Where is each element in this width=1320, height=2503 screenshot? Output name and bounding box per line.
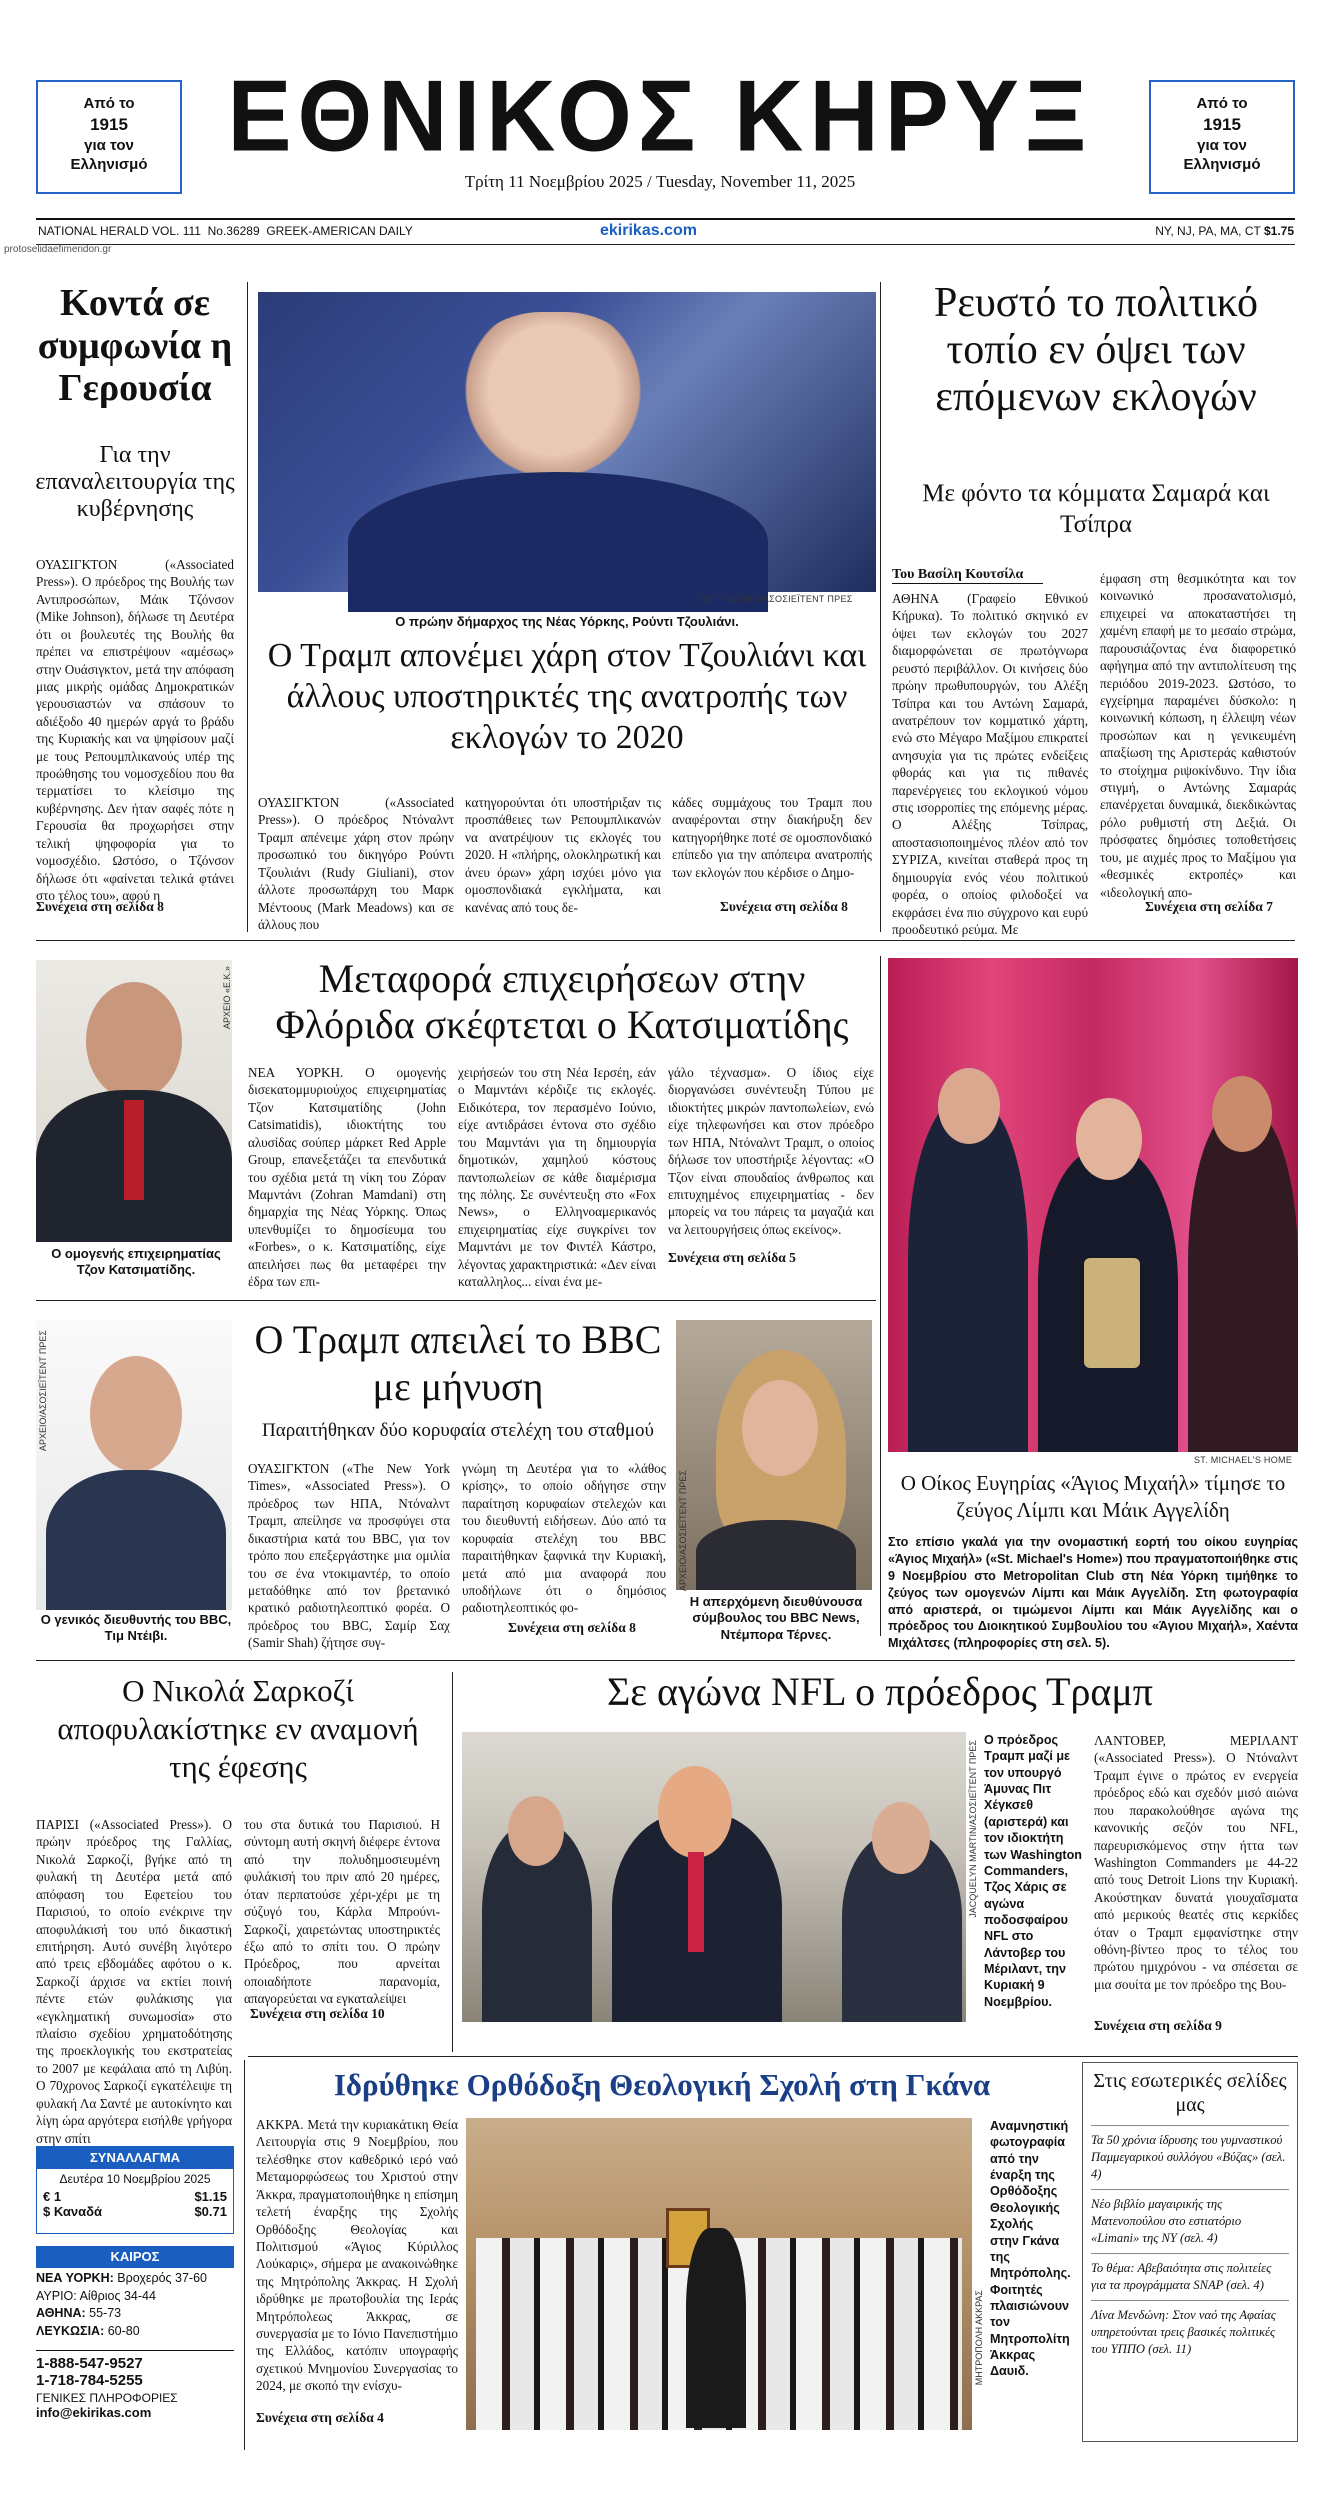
weather-row xyxy=(36,2288,234,2306)
side-box-line: για τον xyxy=(1197,136,1247,154)
photo-woman-left-face xyxy=(938,1068,1000,1144)
inside-item[interactable]: Το θέμα: Αβεβαιότητα στις πολιτείες για τα προγράμματα SNAP (σελ. 4) xyxy=(1091,2253,1289,2300)
art6-photo2-credit: ΑΡΧΕΙΟ/ΑΣΟΣΙΕΪΤΕΝΤ ΠΡΕΣ xyxy=(678,1470,688,1592)
art9-body: ΑΚΚΡΑ. Μετά την κυριακάτικη Θεία Λειτουργία στις 9 Νοεμβρίου, που τελέσθηκε στον καθεδρικό ιερό ναό Μεταμορφώσεως του Χριστού στην Άκκρα, πραγματοποιήθηκε η επίσημη τελετή έναρξης της Σχολής Ορθόδοξης Θεολογίας και Πολιτισμού «Άγιος Κύριλλος Λούκαρις», σήμερα με ανακοινώθηκε της Μητρόπολης Άκκρας. Η Σχολή ιδρύθηκε με πρωτοβουλία της Ιεράς Μητρόπολεως Άκκρας, σε συνεργασία με το Ιόνιο Πανεπιστήμιο της Ελλάδος, κατόπιν υπογραφής σχετικού Μνημονίου Συνεργασίας το 2024, με σκοπό την ενίσχυ- xyxy=(256,2117,458,2394)
side-box-year: 1915 xyxy=(1203,114,1241,134)
art6-continue[interactable]: Συνέχεια στη σελίδα 8 xyxy=(508,1620,636,1635)
photo-clergy xyxy=(686,2228,746,2428)
art6-headline: Ο Τραμπ απειλεί το BBC με μήνυση xyxy=(254,1317,662,1410)
photo-woman-right-face xyxy=(1212,1076,1272,1152)
art1-body: ΟΥΑΣΙΓΚΤΟΝ («Associated Press»). Ο πρόεδρος της Βουλής των Αντιπροσώπων, Μάικ Τζόνσον (Mike Johnson), δήλωσε τη Δευτέρα ότι οι βουλευτές της Βουλής θα πρέπει να επιστρέψουν «αμέσως» στην Ουάσιγκτον, μετά την απόφαση μιας μικρής ομάδας Δημοκρατικών γερουσιαστών να σπάσουν το αδιέξοδο 40 ημερών αργά το βράδυ της Κυριακής και να ψηφίσουν μαζί με τους Ρεπουμπλικανούς υπέρ της προώθησης του νομοσχεδίου που θα τερματίσει το κλείσιμο της κυβέρνησης. Δεν ήταν σαφές πότε η Γερουσία θα προχωρήσει στην τελική ψηφοφορία για το νομοσχέδιο. Ωστόσο, ο Τζόνσον δήλωσε ότι «φαίνεται τελικά φτάνει στο τέλος του», αφού η xyxy=(36,557,234,904)
art7-headline: Ο Νικολά Σαρκοζί αποφυλακίστηκε εν αναμονή της έφεσης xyxy=(57,1673,419,1784)
photo-harris-face xyxy=(872,1802,930,1874)
photo-award xyxy=(1084,1258,1140,1368)
inside-pages-box xyxy=(1082,2062,1298,2442)
weather-text: Αίθριος 34-44 xyxy=(79,2288,156,2303)
exchange-row xyxy=(37,2189,233,2204)
side-box-year: 1915 xyxy=(90,114,128,134)
art1-headline: Κοντά σε συμφωνία η Γερουσία xyxy=(37,282,233,410)
ghana-photo xyxy=(466,2118,972,2430)
side-box-line: Από το xyxy=(83,95,135,112)
inside-item[interactable]: Τα 50 χρόνια ίδρυσης του γυμναστικού Παμμεγαρικού συλλόγου «Βύζας» (σελ. 4) xyxy=(1091,2125,1289,2189)
art1-subhead: Για την επαναλειτουργία της κυβέρνησης xyxy=(35,442,235,522)
giuliani-photo xyxy=(258,292,876,592)
masthead-side-box-right xyxy=(1149,80,1295,194)
photo-face xyxy=(742,1380,818,1476)
art8-headline: Σε αγώνα NFL ο πρόεδρος Τραμπ xyxy=(606,1669,1154,1714)
photo-head xyxy=(90,1356,182,1472)
photo-trump-face xyxy=(658,1766,732,1858)
art8-body: ΛΑΝΤΟΒΕΡ, ΜΕΡΙΛΑΝΤ («Associated Press»). Ο Ντόναλντ Τραμπ έγινε ο πρώτος εν ενεργεία πρόεδρος εδώ και σχεδόν μισό αιώνα που παρακολούθησε αγώνα της κανονικής σεζόν του NFL, παρευρισκόμενος στην ήττα των Washington Commanders με 44-22 από τους Detroit Lions την Κυριακή. Ακούστηκαν δυνατά γιουχαΐσματα από μερικούς θεατές στις κερκίδες όταν ο Τραμπ εμφανίστηκε στην οθόνη-βίντεο προς το τέλος του πρώτου ημιχρόνου - να σπέσεται σε μια σουίτα με τον πρόεδρο της Βου- xyxy=(1094,1733,1298,1992)
side-box-line: Ελληνισμό xyxy=(70,156,148,174)
catsimatidis-photo xyxy=(36,960,232,1242)
art4-col1: ΝΕΑ ΥΟΡΚΗ. Ο ομογενής δισεκατομμυριούχος επιχειρηματίας Τζον Κατσιματίδης (John Catsimatidis), ιδιοκτήτης του αλυσίδας σούπερ μάρκετ Red Apple Group, επανεξετάζει τα επενδυτικά του σχέδια μετά τη νίκη του Ζόραν Μαμντάνι (Zohran Mamdani) στη δημαρχία της Νέας Υόρκης. Όπως υπενθυμίζει το δημοσίευμα του «Forbes», ο κ. Κατσιματίδης, είχε απειλήσει πως θα μεταφέρει την έδρα των επι- xyxy=(248,1065,446,1290)
section-rule xyxy=(36,940,1295,941)
masthead-price: $1.75 xyxy=(1263,224,1294,238)
art6-col2: γνώμη τη Δευτέρα για το «λάθος κρίσης», το οποίο οδήγησε στην παραίτηση κορυφαίων στελεχών και του διευθυντή ειδήσεων. Δύο από τα κορυφαία στελέχη του BBC παραιτήθηκαν ξαφνικά την Κυριακή, μετά από μια αναφορά που υποδήλωνε ότι ο δημόσιος ραδιοτηλεοπτικός φο- xyxy=(462,1461,666,1616)
st-michaels-photo xyxy=(888,958,1298,1452)
art4-headline: Μεταφορά επιχειρήσεων στην Φλόριδα σκέφτεται ο Κατσιματίδης xyxy=(275,956,849,1047)
art2-col3: κάδες συμμάχους του Τραμπ που αναφέρονται στην διακήρυξη δεν κατηγορήθηκε ποτέ σε ομοσπονδιακό επίπεδο για την απόπειρα ανατροπής των εκλογών που κέρδισε ο Δημο- xyxy=(672,795,872,880)
photo-hegseth-face xyxy=(508,1796,564,1866)
art8-continue[interactable]: Συνέχεια στη σελίδα 9 xyxy=(1094,2018,1222,2033)
masthead-volume: NATIONAL HERALD VOL. 111 No.36289 GREEK-AMERICAN DAILY xyxy=(38,224,413,238)
art8-photo-credit: JACQUELYN MARTIN/ΑΣΟΣΙΕΪΤΕΝΤ ΠΡΕΣ xyxy=(968,1740,978,1918)
art9-photo-credit: ΜΗΤΡΟΠΟΛΗ ΑΚΚΡΑΣ xyxy=(974,2290,984,2386)
masthead-date: Τρίτη 11 Νοεμβρίου 2025 / Tuesday, November 11, 2025 xyxy=(464,172,856,191)
divider xyxy=(247,282,248,932)
inside-item[interactable]: Λίνα Μενδώνη: Στον ναό της Αφαίας υπηρετούνται τρεις βασικές πολιτικές του ΥΠΠΟ (σελ. 11) xyxy=(1091,2300,1289,2364)
art4-caption: Ο ομογενής επιχειρηματίας Τζον Κατσιματίδης. xyxy=(51,1246,221,1278)
photo-woman-right xyxy=(1188,1108,1298,1452)
art4-col2: χειρήσεών του στη Νέα Ιερσέη, εάν ο Μαμντάνι κέρδιζε τις εκλογές. Ειδικότερα, τον περασμένο Ιούνιο, είχε αντιδράσει έντονα στο σχέδιο του Μαμντάνι για τη δημιουργία δημοτικών, χαμηλού κόστους παντοπωλείων σε κάθε διαμέρισμα της πόλης. Σε συνέντευξη στο «Fox News», ο Ελληνοαμερικανός επιχειρηματίας είχε συγκρίνει τον Μαμντάνι με τον Φιντέλ Κάστρο, λέγοντας χαρακτηριστικά: «Δεν είναι καταλληλος... είναι ένα με- xyxy=(458,1065,656,1290)
inside-item[interactable]: Νέο βιβλίο μαγαιρικής της Ματενοπούλου στο εστιατόριο «Limani» της ΝΥ (σελ. 4) xyxy=(1091,2189,1289,2253)
art6-subhead: Παραιτήθηκαν δύο κορυφαία στελέχη του σταθμού xyxy=(262,1420,654,1441)
photo-trump-tie xyxy=(688,1852,704,1952)
weather-row xyxy=(36,2270,234,2288)
art9-caption: Αναμνηστική φωτογραφία από την έναρξη της Ορθόδοξης Θεολογικής Σχολής στην Γκάνα της Μητρόπολης. Φοιτητές πλαισιώνουν τον Μητροπολίτη Άκκρας Δαυιδ. xyxy=(990,2119,1071,2379)
art9-continue[interactable]: Συνέχεια στη σελίδα 4 xyxy=(256,2410,384,2425)
contact-phone[interactable]: 1-888-547-9527 xyxy=(36,2355,143,2372)
photo-head xyxy=(86,982,182,1100)
art3-continue[interactable]: Συνέχεια στη σελίδα 7 xyxy=(1145,899,1273,914)
photo-tie xyxy=(124,1100,144,1200)
divider xyxy=(880,282,881,932)
contact-box xyxy=(36,2350,234,2450)
weather-box xyxy=(36,2246,234,2342)
art7-col1: ΠΑΡΙΣΙ («Associated Press»). Ο πρώην πρόεδρος της Γαλλίας, Νικολά Σαρκοζί, βγήκε από τη φυλακή τη Δευτέρα μετά από απόφαση του Εφετείου του Παρισιού, το οποίο ενέκρινε την αποφυλάκισή του υπό δικαστική επιτήρηση. Αυτό συνέβη λιγότερο από τρεις εβδομάδες αφότου ο κ. Σαρκοζί άρχισε να εκτίει ποινή πέντε ετών φυλάκισης για «εγκληματική συνωμοσία» στο πλαίσιο σχεδίου χρηματοδότησης της προεκλογικής του εκστρατείας το 2007 με κεφάλαια από τη Λιβύη. Ο 70χρονος Σαρκοζί εγκατέλειψε τη φυλακή Λα Σαντέ με αυτοκίνητο και λίγη ώρα αργότερα εισήλθε γρήγορα στην σπίτι xyxy=(36,1817,232,2146)
masthead-rule xyxy=(36,218,1295,220)
weather-city: ΑΥΡΙΟ: xyxy=(36,2288,77,2303)
art1-continue[interactable]: Συνέχεια στη σελίδα 8 xyxy=(36,899,164,914)
art5-body: Στο επίσιο γκαλά για την ονομαστική εορτή του οίκου ευγηρίας «Άγιος Μιχαήλ» («St. Michael's Home») που πραγματοποιήθηκε στις 9 Νοεμβρίου στο Metropolitan Club στη Νέα Υόρκη τιμήθηκε το ζεύγος των ομογενών Λίμπι και Μάικ Αγγελίδη. Στη φωτογραφία από αριστερά, οι τιμώμενοι Λίμπι και Μάικ Αγγελίδης και ο πρόεδρος του Διοικητικού Συμβουλίου του «Άγιου Μιχαήλ», Χαέντα Μιχάλτσες (πληροφορίες στη σελ. 5). xyxy=(888,1535,1298,1651)
side-box-line: Από το xyxy=(1196,95,1248,112)
art6-caption-left: Ο γενικός διευθυντής του BBC, Τιμ Ντέιβι. xyxy=(40,1612,232,1644)
photo-man-face xyxy=(1076,1098,1142,1180)
photo-suit xyxy=(348,472,768,612)
art3-subhead: Με φόντο τα κόμματα Σαμαρά και Τσίπρα xyxy=(922,480,1270,539)
exchange-row-value: $1.15 xyxy=(194,2189,227,2204)
masthead-regions: NY, NJ, PA, MA, CT xyxy=(1155,224,1261,238)
art3-col1: ΑΘΗΝΑ (Γραφείο Εθνικού Κήρυκα). Το πολιτικό σκηνικό εν όψει των εκλογών του 2027 διαμορφώνεται σε πρωτόγνωρα ρευστό περιβάλλον. Οι κινήσεις δύο πρώην πρωθυπουργών, του Αλέξη Τσίπρα και του Αντώνη Σαμαρά, ανατρέπουν τον κομματικό χάρτη, ενώ στο Μέγαρο Μαξίμου επικρατεί ανησυχία για τις πρώτες ενδείξεις φθοράς και για τις πιθανές παρενέργειες του εκλογικού νόμου στις ισορροπίες της επόμενης μέρας. Ο Αλέξης Τσίπρας, αποστασιοποιημένος πλέον από τον ΣΥΡΙΖΑ, κινείται σταθερά προς τη δημιουργία ενός νέου πολιτικού φορέα, ο οποίος φιλοδοξεί να εκφράσει ένα πιο σύγχρονο και ευρύ προοδευτικό ρεύμα. Με xyxy=(892,591,1088,938)
weather-title: ΚΑΙΡΟΣ xyxy=(36,2246,234,2268)
contact-email[interactable]: info@ekirikas.com xyxy=(36,2405,152,2420)
art4-photo-credit: ΑΡΧΕΙΟ «Ε.Κ.» xyxy=(222,966,232,1030)
weather-row xyxy=(36,2323,234,2341)
section-rule xyxy=(36,1300,876,1301)
side-box-line: για τον xyxy=(84,136,134,154)
divider xyxy=(880,956,881,1636)
art5-photo-credit: ST. MICHAEL'S HOME xyxy=(1194,1455,1293,1465)
exchange-box xyxy=(36,2146,234,2234)
divider xyxy=(452,1672,453,2052)
art8-caption: Ο πρόεδρος Τραμπ μαζί με τον υπουργό Άμυνας Πιτ Χέγκσεθ (αριστερά) και τον ιδιοκτήτη των Washington Commanders, Τζος Χάρις σε αγώνα ποδοσφαίρου NFL στο Λάντοβερ του Μέριλαντ, την Κυριακή 9 Νοεμβρίου. xyxy=(984,1733,1082,2009)
art6-photo-credit: ΑΡΧΕΙΟ/ΑΣΟΣΙΕΪΤΕΝΤ ΠΡΕΣ xyxy=(38,1330,48,1452)
masthead-side-box-left xyxy=(36,80,182,194)
art4-col3: γάλο τέχνασμα». Ο ίδιος είχε διοργανώσει συνέντευξη Τύπου με ιδιοκτήτες μικρών παντοπωλείων, ενώ είχε τηλεφωνήσει και στον πρόεδρο των ΗΠΑ, Ντόναλντ Τραμπ, ο οποίος δήλωσε τον υποστήριξε λέγοντας: «Ο Τζον είναι σπουδαίος άνθρωπος και επιτυχημένος επιχειρηματίας - δεν μπορείς να του πάρεις τα μαγαζιά και να λειτουργήσεις όπως εκείνος». xyxy=(668,1065,874,1237)
side-box-line: Ελληνισμό xyxy=(1183,156,1261,174)
art5-headline: Ο Οίκος Ευγηρίας «Άγιος Μιχαήλ» τίμησε το ζεύγος Λίμπι και Μάικ Αγγελίδη xyxy=(900,1471,1286,1523)
weather-text: 60-80 xyxy=(107,2323,140,2338)
weather-row xyxy=(36,2305,234,2323)
divider xyxy=(244,2060,245,2450)
contact-info-label: ΓΕΝΙΚΕΣ ΠΛΗΡΟΦΟΡΙΕΣ xyxy=(36,2391,178,2405)
davie-photo xyxy=(36,1320,232,1610)
photo-top xyxy=(696,1520,856,1590)
masthead-website[interactable]: ekirikas.com xyxy=(600,222,697,239)
weather-city: ΛΕΥΚΩΣΙΑ: xyxy=(36,2323,105,2338)
exchange-row-label: € 1 xyxy=(43,2189,62,2204)
weather-city: ΑΘΗΝΑ: xyxy=(36,2306,86,2320)
exchange-row-value: $0.71 xyxy=(194,2204,227,2219)
art2-caption: Ο πρώην δήμαρχος της Νέας Υόρκης, Ρούντι Τζουλιάνι. xyxy=(395,614,739,629)
inside-title: Στις εσωτερικές σελίδες μας xyxy=(1093,2070,1287,2116)
art6-col1: ΟΥΑΣΙΓΚΤΟΝ («The New York Times», «Associated Press»). Ο πρόεδρος των ΗΠΑ, Ντόναλντ Τραμπ, απείλησε να προσφύγει στα δικαστήρια κατά του BBC, για τον τρόπο που επεξεργάστηκε μια ομιλία του σε ένα ντοκιμαντέρ, το οποίο μεταδόθηκε από τον βρετανικό κρατικό ραδιοτηλεοπτικό φορέα. Ο πρόεδρος του BBC, Σαμίρ Σαχ (Samir Shah) ζήτησε συγ- xyxy=(248,1461,450,1651)
weather-city: ΝΕΑ ΥΟΡΚΗ: xyxy=(36,2271,114,2285)
art7-continue[interactable]: Συνέχεια στη σελίδα 10 xyxy=(250,2006,385,2021)
weather-text: 55-73 xyxy=(89,2306,122,2320)
weather-text: Βροχερός 37-60 xyxy=(117,2271,207,2285)
masthead-rule-bottom xyxy=(36,244,1295,245)
art6-caption-right: Η απερχόμενη διευθύνουσα σύμβουλος του BBC News, Ντέμπορα Τέρνες. xyxy=(689,1594,863,1642)
art3-byline: Του Βασίλη Κουτσίλα xyxy=(892,567,1043,584)
masthead-title: ΕΘΝΙΚΟΣ ΚΗΡΥΞ xyxy=(227,60,1093,173)
section-rule xyxy=(36,1660,1295,1661)
art4-continue[interactable]: Συνέχεια στη σελίδα 5 xyxy=(668,1250,796,1265)
watermark: protoselidaefimeridon.gr xyxy=(4,244,112,255)
contact-phone[interactable]: 1-718-784-5255 xyxy=(36,2372,143,2389)
exchange-row xyxy=(37,2204,233,2219)
exchange-row-label: $ Καναδά xyxy=(43,2204,103,2219)
art3-col2: έμφαση στη θεσμικότητα και τον κοινωνικό προσανατολισμό, επιχειρεί να αποκαταστήσει τη χαμένη επαφή με το μεσαίο στρώμα, παρουσιάζοντας ένα διαφορετικό αφήγημα από την αντιπολίτευση της περιόδου 2019-2023. Ωστόσο, το εγχείρημα παραμένει δύσκολο: η κοινωνική κόπωση, η έλλειψη νέων προσώπων και η γενικευμένη απαξίωση της Αριστεράς καθιστούν το στοίχημα ριψοκίνδυνο. Την ίδια στιγμή, ο Αντώνης Σαμαράς επανέρχεται δυναμικά, διεκδικώντας ρόλο ρυθμιστή στη Δεξιά. Οι πρόσφατες δημόσιες τοποθετήσεις του, με αιχμές προς το Μαξίμου για «θεσμικές εκτροπές» και «ιδεολογική απο- xyxy=(1100,571,1296,900)
nfl-photo xyxy=(462,1732,966,2022)
art2-col2: κατηγορούνται ότι υποστήριξαν τις προσπάθειες των Ρεπουμπλικανών να ανατρέψουν τις εκλογές του 2020. Η «πλήρης, ολοκληρωτική και άνευ όρων» χάρη ισχύει μόνο για ομοσπονδιακά εγκλήματα, και κανένας από τους δε- xyxy=(465,795,661,915)
art2-continue[interactable]: Συνέχεια στη σελίδα 8 xyxy=(720,899,848,914)
exchange-title: ΣΥΝΑΛΛΑΓΜΑ xyxy=(37,2147,233,2169)
art3-headline: Ρευστό το πολιτικό τοπίο εν όψει των επόμενων εκλογών xyxy=(934,280,1258,421)
art7-col2: του στα δυτικά του Παρισιού. Η σύντομη αυτή σκηνή διέφερε έντονα από την πολυδημοσιευμένη φυλάκισή του πριν από 20 ημέρες, όταν περπατούσε χέρι-χέρι με τη σύζυγό του, Κάρλα Μπρούνι-Σαρκοζί, χαιρετώντας υποστηρικτές έξω από το σπίτι του. Ο πρώην Πρόεδρος, που αρνείται οποιαδήποτε παρανομία, απαγορεύεται να εγκαταλείψει xyxy=(244,1817,440,2007)
art2-headline: Ο Τραμπ απονέμει χάρη στον Τζουλιάνι και άλλους υποστηρικτές της ανατροπής των εκλογών το 2020 xyxy=(267,637,867,756)
exchange-date: Δευτέρα 10 Νοεμβρίου 2025 xyxy=(59,2172,211,2186)
section-rule xyxy=(248,2056,1298,2057)
art2-photo-credit: SETH WENIG/ΑΣΟΣΙΕΪΤΕΝΤ ΠΡΕΣ xyxy=(700,594,853,604)
masthead-price-line xyxy=(1155,224,1294,238)
photo-suit xyxy=(46,1470,226,1610)
art9-headline: Ιδρύθηκε Ορθόδοξη Θεολογική Σχολή στη Γκάνα xyxy=(333,2067,991,2102)
art2-col1: ΟΥΑΣΙΓΚΤΟΝ («Associated Press»). Ο πρόεδρος Ντόναλντ Τραμπ απένειμε χάρη στον πρώην προσωπικό του δικηγόρο Ρούντι Τζουλιάνι (Rudy Giuliani), στον άλλοτε προσωπάρχη του Μαρκ Μέντοους (Mark Meadows) και σε άλλους που xyxy=(258,795,454,932)
turness-photo xyxy=(676,1320,872,1590)
photo-woman-left xyxy=(908,1098,1028,1452)
